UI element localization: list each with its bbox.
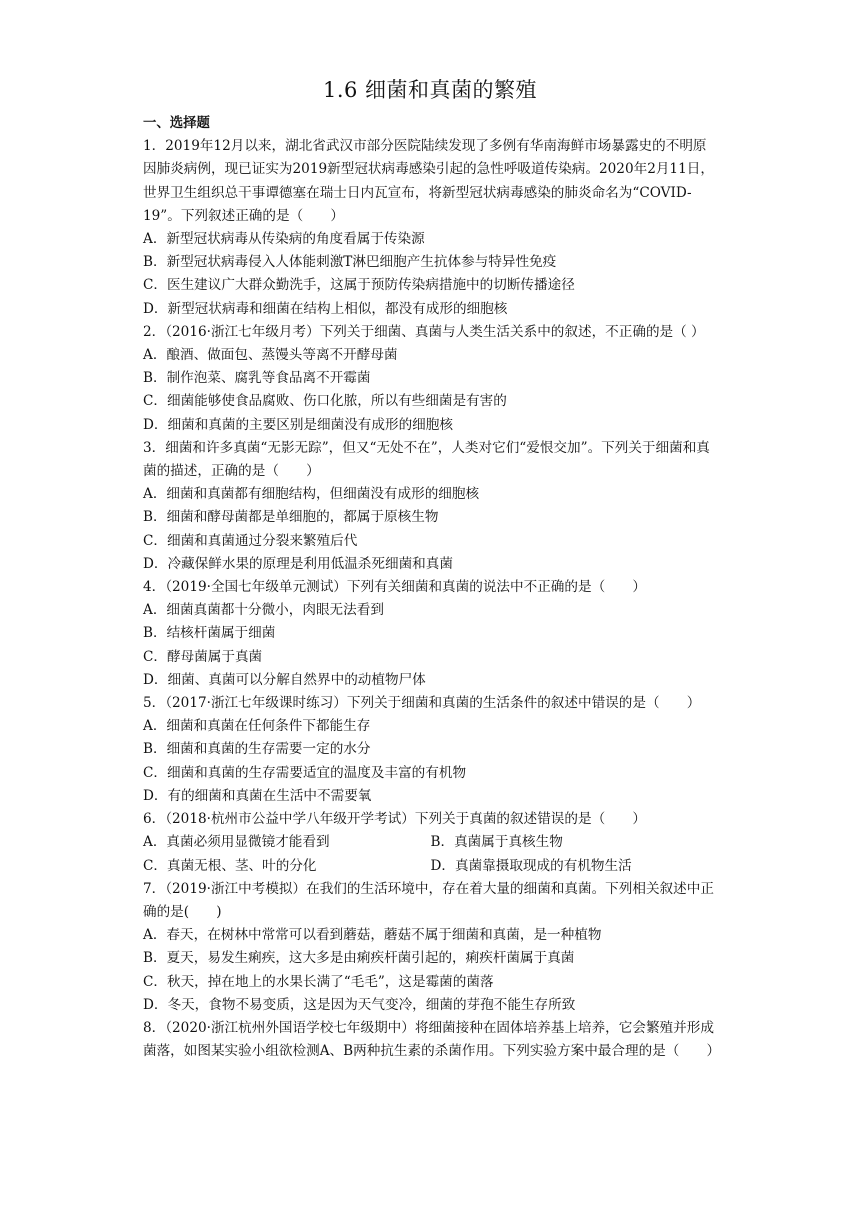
option-b: B．新型冠状病毒侵入人体能刺激T淋巴细胞产生抗体参与特异性免疫 [143, 254, 557, 271]
option-b: B．真菌属于真核生物 [430, 834, 563, 851]
option-d: D．细菌和真菌的主要区别是细菌没有成形的细胞核 [143, 416, 453, 433]
question-stem: 2．（2016·浙江七年级月考）下列关于细菌、真菌与人类生活关系中的叙述，不正确的是（ ） [143, 323, 705, 340]
option-b: B．细菌和酵母菌都是单细胞的，都属于原核生物 [143, 509, 439, 526]
option-d: D．新型冠状病毒和细菌在结构上相似，都没有成形的细胞核 [143, 300, 508, 317]
option-d: D．冬天，食物不易变质，这是因为天气变冷，细菌的芽孢不能生存所致 [143, 996, 576, 1013]
option-d: D．细菌、真菌可以分解自然界中的动植物尸体 [143, 671, 426, 688]
option-c: C．细菌和真菌的生存需要适宜的温度及丰富的有机物 [143, 764, 467, 781]
option-a: A．细菌真菌都十分微小，肉眼无法看到 [143, 602, 384, 619]
question-stem: 6．（2018·杭州市公益中学八年级开学考试）下列关于真菌的叙述错误的是（ ） [143, 811, 646, 828]
option-a: A．春天，在树林中常常可以看到蘑菇，蘑菇不属于细菌和真菌，是一种植物 [143, 927, 602, 944]
question-stem: 3．细菌和许多真菌“无影无踪”，但又“无处不在”，人类对它们“爱恨交加”。下列关于细菌和真菌的描述，正确的是（ ） [143, 439, 710, 480]
question-stem: 1．2019年12月以来，湖北省武汉市部分医院陆续发现了多例有华南海鲜市场暴露史的不明原因肺炎病例，现已证实为2019新型冠状病毒感染引起的急性呼吸道传染病。2020年2月11日，世界卫生组织总干事谭德塞在瑞士日内瓦宣布，将新型冠状病毒感染的肺炎命名为“COVID-19”。下列叙述正确的是（ ） [143, 138, 714, 224]
option-c: C．细菌和真菌通过分裂来繁殖后代 [143, 532, 358, 549]
question-stem: 5．（2017·浙江七年级课时练习）下列关于细菌和真菌的生活条件的叙述中错误的是（ ） [143, 695, 701, 712]
option-c: C．医生建议广大群众勤洗手，这属于预防传染病措施中的切断传播途径 [143, 277, 575, 294]
option-d: D．真菌靠摄取现成的有机物生活 [430, 857, 632, 874]
option-b: B．细菌和真菌的生存需要一定的水分 [143, 741, 371, 758]
option-d: D．冷藏保鲜水果的原理是利用低温杀死细菌和真菌 [143, 555, 453, 572]
question-stem: 8．（2020·浙江杭州外国语学校七年级期中）将细菌接种在固体培养基上培养，它会繁殖并形成菌落，如图某实验小组欲检测A、B两种抗生素的杀菌作用。下列实验方案中最合理的是（ ） [143, 1019, 721, 1060]
option-a: A．新型冠状病毒从传染病的角度看属于传染源 [143, 231, 425, 248]
option-c: C．酵母菌属于真菌 [143, 648, 263, 665]
option-b: B．夏天，易发生痢疾，这大多是由痢疾杆菌引起的，痢疾杆菌属于真菌 [143, 950, 575, 967]
option-c: C．真菌无根、茎、叶的分化 [143, 857, 317, 874]
option-a: A．酿酒、做面包、蒸馒头等离不开酵母菌 [143, 347, 398, 364]
question-list [143, 112, 721, 1063]
section-heading: 一、选择题 [143, 116, 210, 131]
question-stem: 7．（2019·浙江中考模拟）在我们的生活环境中，存在着大量的细菌和真菌。下列相关叙述中正确的是( ) [143, 880, 714, 920]
option-row [143, 831, 718, 854]
option-c: C．秋天，掉在地上的水果长满了“毛毛”，这是霉菌的菌落 [143, 973, 494, 990]
option-b: B．制作泡菜、腐乳等食品离不开霉菌 [143, 370, 371, 387]
option-a: A．细菌和真菌都有细胞结构，但细菌没有成形的细胞核 [143, 486, 480, 503]
option-a: A．细菌和真菌在任何条件下都能生存 [143, 718, 371, 735]
option-a: A．真菌必须用显微镜才能看到 [143, 834, 330, 851]
option-row [143, 855, 718, 878]
option-c: C．细菌能够使食品腐败、伤口化脓，所以有些细菌是有害的 [143, 393, 507, 410]
page-title: 1.6 细菌和真菌的繁殖 [322, 78, 538, 102]
question-stem: 4．（2019·全国七年级单元测试）下列有关细菌和真菌的说法中不正确的是（ ） [143, 579, 646, 596]
option-d: D．有的细菌和真菌在生活中不需要氧 [143, 787, 372, 804]
option-b: B．结核杆菌属于细菌 [143, 625, 276, 642]
